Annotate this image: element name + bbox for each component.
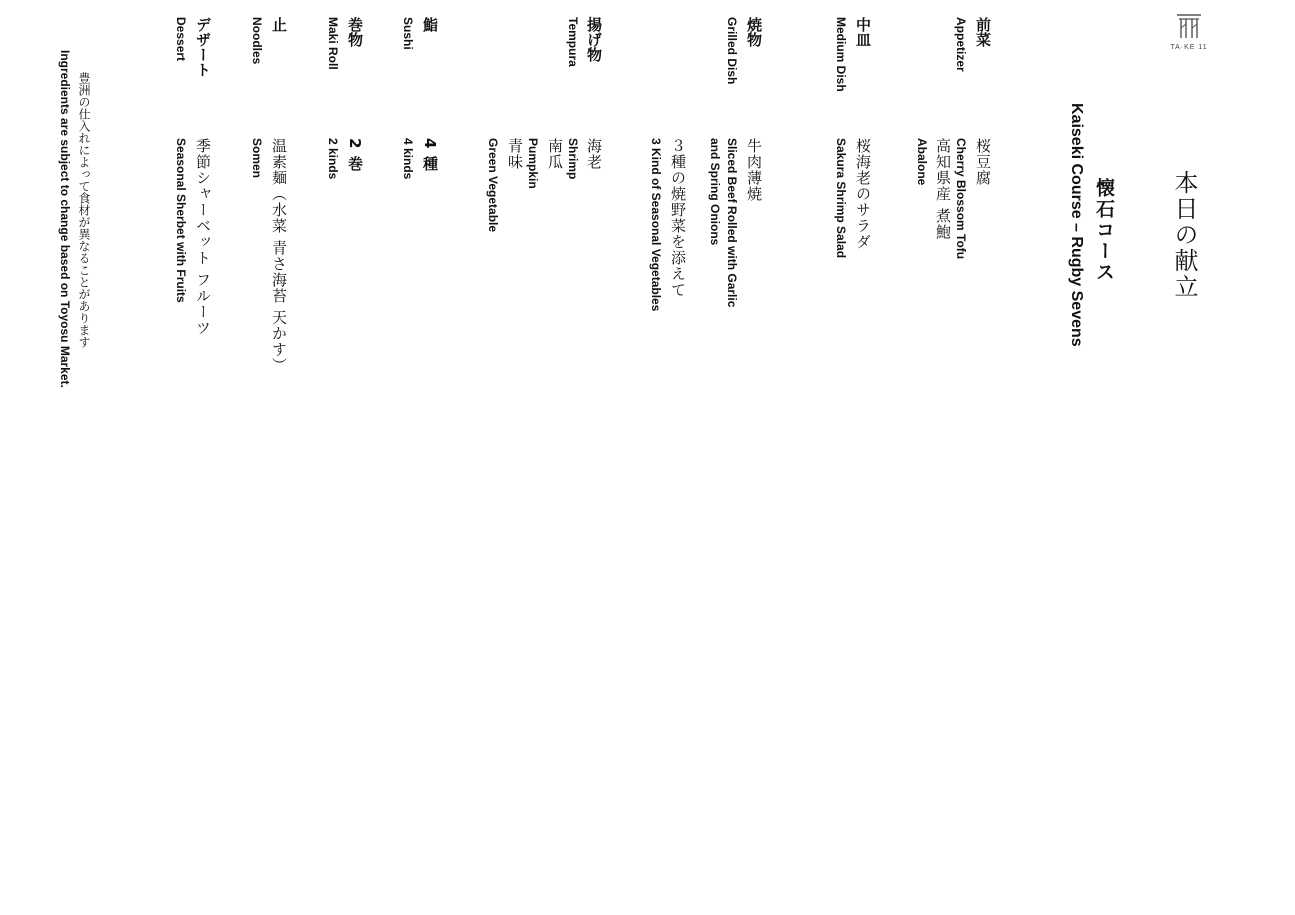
logo <box>1168 12 1210 51</box>
category-grilled-dish-jp: 焼物 <box>745 17 763 47</box>
menu-item-en: Somen <box>250 138 264 179</box>
menu-item-en: Shrimp <box>566 138 580 180</box>
page-title: 本日の献立 <box>1170 170 1198 300</box>
category-sushi-en: Sushi <box>401 17 415 50</box>
course-title-jp: 懐石コース <box>1093 178 1115 283</box>
footer-note-jp: 豊洲の仕入れによって食材が異なることがあります <box>77 72 91 348</box>
menu-item-en: Seasonal Sherbet with Fruits <box>174 138 188 303</box>
category-tempura-en: Tempura <box>566 17 580 67</box>
menu-item-en: and Spring Onions <box>708 138 722 246</box>
menu-item-jp: 牛肉薄焼 <box>745 138 763 202</box>
category-maki-roll-en: Maki Roll <box>326 17 340 70</box>
menu-item-en: 2 kinds <box>326 138 340 180</box>
category-dessert-en: Dessert <box>174 17 188 62</box>
brand-name: TA·KE 11 <box>1170 44 1208 51</box>
menu-item-en: Abalone <box>915 138 929 186</box>
course-title-en: Kaiseki Course – Rugby Sevens <box>1068 103 1085 347</box>
menu-item-jp: 高知県産 煮鮑 <box>934 138 952 240</box>
footer-note-en: Ingredients are subject to change based on Toyosu Market. <box>58 50 72 388</box>
category-sushi-jp: 鮨 <box>421 17 439 32</box>
menu-item-jp: 4 種 <box>421 138 439 172</box>
category-noodles-en: Noodles <box>250 17 264 65</box>
category-medium-dish-jp: 中皿 <box>854 17 872 47</box>
menu-item-jp: 温素麺（水菜 青さ海苔 天かす） <box>270 138 288 374</box>
category-tempura-jp: 揚げ物 <box>585 17 603 62</box>
menu-item-jp: ３種の焼野菜を添えて <box>669 138 687 298</box>
menu-item-en: 4 kinds <box>401 138 415 180</box>
category-grilled-dish-en: Grilled Dish <box>725 17 739 85</box>
category-appetizer-jp: 前菜 <box>974 17 992 47</box>
category-appetizer-en: Appetizer <box>954 17 968 72</box>
category-dessert-jp: デザート <box>194 17 212 77</box>
category-medium-dish-en: Medium Dish <box>834 17 848 92</box>
bamboo-logo-icon <box>1175 12 1203 40</box>
category-noodles-jp: 止 <box>270 17 288 32</box>
menu-item-jp: 南瓜 <box>546 138 564 170</box>
menu-item-jp: 2 巻 <box>346 138 364 172</box>
category-maki-roll-jp: 巻物 <box>346 17 364 47</box>
menu-item-en: Sakura Shrimp Salad <box>834 138 848 259</box>
menu-item-jp: 桜豆腐 <box>974 138 992 186</box>
menu-item-en: 3 Kind of Seasonal Vegetables <box>649 138 663 312</box>
menu-item-jp: 桜海老のサラダ <box>854 138 872 250</box>
menu-item-en: Sliced Beef Rolled with Garlic <box>725 138 739 308</box>
menu-item-jp: 青味 <box>506 138 524 170</box>
menu-item-en: Pumpkin <box>526 138 540 189</box>
menu-item-en: Cherry Blossom Tofu <box>954 138 968 260</box>
menu-item-jp: 海老 <box>585 138 603 170</box>
menu-item-jp: 季節シャーベット フルーツ <box>194 138 212 336</box>
menu-item-en: Green Vegetable <box>486 138 500 233</box>
